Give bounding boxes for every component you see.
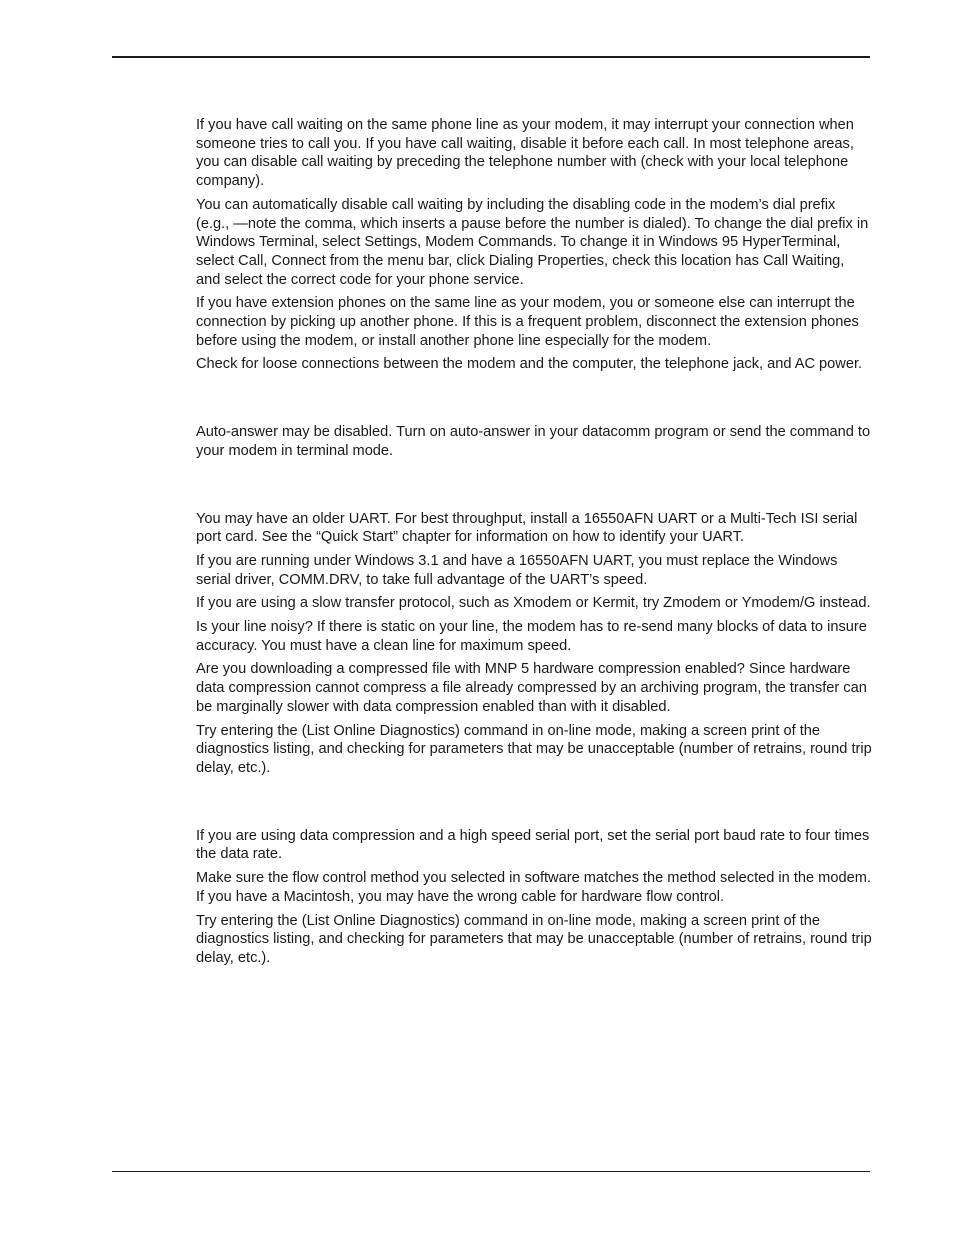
- paragraph: You can automatically disable call waiting by including the disabling code in the modem’s dial prefix (e.g., —note the comma, which inserts a pause before the number is dialed). To change the dial prefix in Windows Terminal, select Settings, Modem Commands. To change it in Windows 95 HyperTerminal, select Call, Connect from the menu bar, click Dialing Properties, check this location has Call Waiting, and select the correct code for your phone service.: [196, 196, 869, 288]
- paragraph: Try entering the (List Online Diagnostics) command in on-line mode, making a screen print of the diagnostics listing, and checking for parameters that may be unacceptable (number of retrains, round trip delay, etc.).: [196, 722, 872, 776]
- document-body: [196, 116, 872, 973]
- section-gap: [196, 783, 872, 827]
- section-call-waiting: [196, 116, 872, 374]
- paragraph: Make sure the flow control method you selected in software matches the method selected in the modem. If you have a Macintosh, you may have the wrong cable for hardware flow control.: [196, 870, 871, 905]
- section-gap: [196, 379, 872, 423]
- paragraph: If you are using data compression and a high speed serial port, set the serial port baud rate to four times the data rate.: [196, 827, 870, 863]
- paragraph: If you have extension phones on the same line as your modem, you or someone else can interrupt the connection by picking up another phone. If this is a frequent problem, disconnect the extension phones before using the modem, or install another phone line especially for the modem.: [196, 295, 859, 349]
- paragraph: Is your line noisy? If there is static on your line, the modem has to re-send many blocks of data to insure accuracy. You must have a clean line for maximum speed.: [196, 619, 867, 654]
- footer-rule: [112, 1171, 870, 1172]
- paragraph: Check for loose connections between the modem and the computer, the telephone jack, and AC power.: [196, 356, 863, 373]
- paragraph: If you have call waiting on the same phone line as your modem, it may interrupt your connection when someone tries to call you. If you have call waiting, disable it before each call. In most telephone areas, you can disable call waiting by preceding the telephone number with (check with your local telephone company).: [196, 117, 854, 190]
- section-gap: [196, 466, 872, 510]
- section-throughput: [196, 510, 872, 778]
- paragraph: Are you downloading a compressed file with MNP 5 hardware compression enabled? Since hardware data compression cannot compress a file already compressed by an archiving program, the transfer can be marginally slower with data compression enabled than with it disabled.: [196, 661, 867, 715]
- paragraph: If you are running under Windows 3.1 and have a 16550AFN UART, you must replace the Windows serial driver, COMM.DRV, to take full advantage of the UART’s speed.: [196, 552, 838, 588]
- paragraph: Try entering the (List Online Diagnostics) command in on-line mode, making a screen print of the diagnostics listing, and checking for parameters that may be unacceptable (number of retrains, round trip delay, etc.).: [196, 912, 872, 966]
- paragraph: If you are using a slow transfer protocol, such as Xmodem or Kermit, try Zmodem or Ymodem/G instead.: [196, 595, 871, 612]
- paragraph: Auto-answer may be disabled. Turn on auto-answer in your datacomm program or send the command to your modem in terminal mode.: [196, 424, 871, 459]
- section-auto-answer: [196, 423, 872, 460]
- header-rule: [112, 56, 870, 58]
- section-data-errors: [196, 827, 872, 968]
- paragraph: You may have an older UART. For best throughput, install a 16550AFN UART or a Multi-Tech ISI serial port card. See the “Quick Start” chapter for information on how to identify your UART.: [196, 510, 858, 546]
